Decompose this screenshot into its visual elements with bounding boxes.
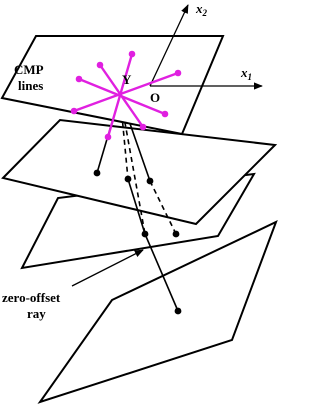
- zero-offset-ray-label-line2: ray: [27, 306, 46, 321]
- x1-axis-label: $x_1$: [241, 65, 252, 82]
- cmp-label-line2: lines: [18, 78, 44, 93]
- x2-axis-label: $x_2$: [196, 1, 207, 18]
- zero-offset-ray-label-line1: zero-offset: [2, 290, 61, 305]
- point-y-label: Y: [122, 72, 132, 87]
- point-o-label: O: [150, 90, 161, 105]
- cmp-label-line1: CMP: [14, 62, 44, 77]
